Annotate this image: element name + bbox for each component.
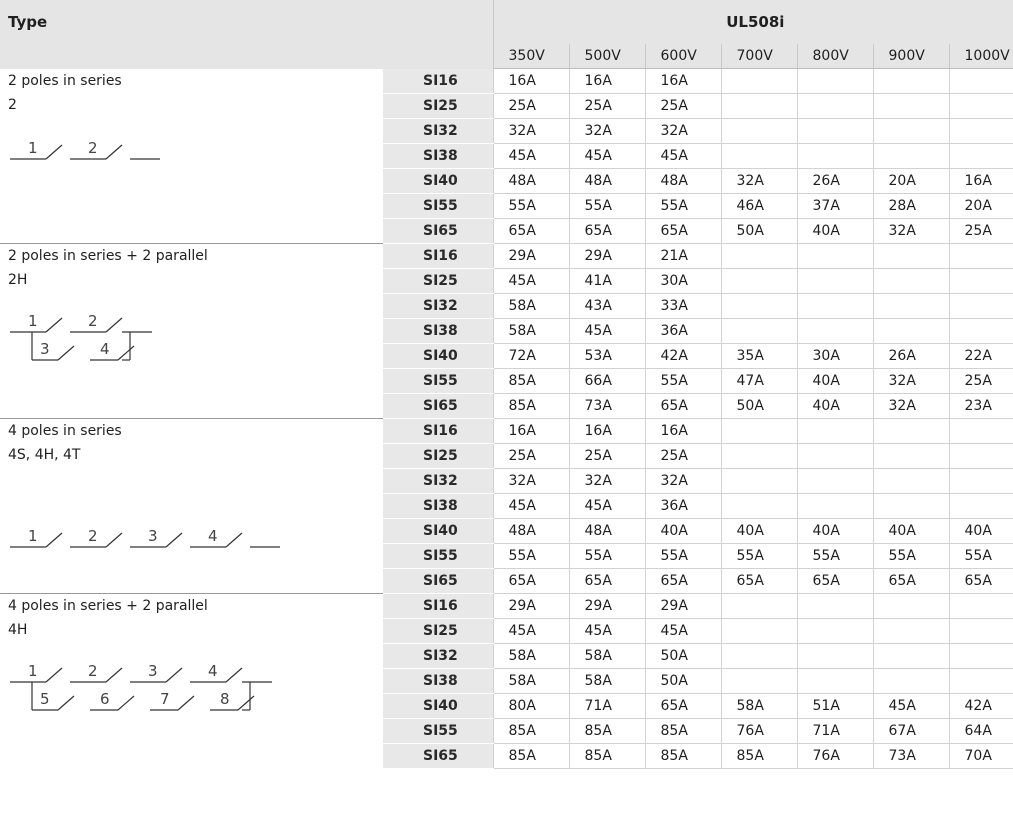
current-rating-cell [721,319,797,344]
current-rating-cell: 37A [797,194,873,219]
current-rating-cell [949,419,1013,444]
current-rating-cell: 25A [949,369,1013,394]
current-rating-cell [873,669,949,694]
current-rating-cell: 65A [645,394,721,419]
current-rating-cell: 40A [797,394,873,419]
current-rating-cell: 67A [873,719,949,744]
current-rating-cell [873,319,949,344]
model-label: SI40 [383,344,493,369]
current-rating-cell: 58A [721,694,797,719]
current-rating-cell [721,244,797,269]
model-label: SI65 [383,219,493,244]
current-rating-cell: 58A [493,319,569,344]
configuration-cell [0,244,383,419]
current-rating-cell [721,444,797,469]
model-label: SI32 [383,469,493,494]
configuration-code: 4S, 4H, 4T [8,447,81,463]
pole-number-label: 1 [28,138,38,157]
current-rating-cell: 45A [873,694,949,719]
current-rating-cell [797,94,873,119]
current-rating-cell [949,494,1013,519]
current-rating-cell: 65A [569,219,645,244]
current-rating-cell [873,444,949,469]
pole-number-label: 4 [208,662,218,680]
current-rating-cell: 29A [493,594,569,619]
current-rating-cell: 16A [569,69,645,94]
current-rating-cell: 55A [645,194,721,219]
model-label: SI32 [383,119,493,144]
model-label: SI40 [383,694,493,719]
current-rating-cell [797,644,873,669]
model-label: SI25 [383,619,493,644]
current-rating-cell: 76A [797,744,873,769]
current-rating-cell [949,119,1013,144]
configuration-cell [0,594,383,769]
current-rating-cell: 36A [645,319,721,344]
current-rating-cell: 72A [493,344,569,369]
model-label: SI16 [383,244,493,269]
model-label: SI16 [383,419,493,444]
current-rating-cell: 55A [493,544,569,569]
current-rating-cell: 25A [569,444,645,469]
current-rating-cell: 20A [873,169,949,194]
current-rating-cell: 55A [797,544,873,569]
current-rating-cell [949,594,1013,619]
current-rating-cell: 85A [493,744,569,769]
current-rating-cell: 55A [873,544,949,569]
current-rating-cell [721,144,797,169]
current-rating-cell: 48A [569,169,645,194]
current-rating-cell [721,644,797,669]
model-label: SI16 [383,594,493,619]
current-rating-cell: 16A [493,69,569,94]
current-rating-cell: 58A [569,644,645,669]
current-rating-cell: 58A [493,669,569,694]
current-rating-cell: 70A [949,744,1013,769]
current-rating-cell: 33A [645,294,721,319]
pole-number-label: 3 [148,662,158,680]
voltage-header: 500V [569,44,645,69]
current-rating-cell [721,669,797,694]
current-rating-cell [949,269,1013,294]
current-rating-cell [797,494,873,519]
current-rating-cell: 55A [569,194,645,219]
voltage-header: 700V [721,44,797,69]
model-label: SI40 [383,169,493,194]
current-rating-cell: 43A [569,294,645,319]
table-row [0,244,1013,269]
voltage-header: 600V [645,44,721,69]
pole-number-label: 4 [208,527,218,545]
current-rating-cell [873,644,949,669]
voltage-header: 1000V [949,44,1013,69]
current-rating-cell: 64A [949,719,1013,744]
current-rating-cell [797,144,873,169]
configuration-name: 4 poles in series + 2 parallel [8,598,208,614]
configuration-cell [0,419,383,594]
current-rating-cell [873,619,949,644]
current-rating-cell: 66A [569,369,645,394]
current-rating-cell: 45A [569,319,645,344]
current-rating-cell [721,469,797,494]
configuration-code: 4H [8,622,28,638]
current-rating-cell: 50A [645,669,721,694]
current-rating-cell: 55A [721,544,797,569]
voltage-header: 800V [797,44,873,69]
current-rating-cell [721,419,797,444]
current-rating-cell [873,294,949,319]
current-rating-cell [797,469,873,494]
model-label: SI65 [383,569,493,594]
current-rating-cell [721,94,797,119]
current-rating-cell: 48A [645,169,721,194]
model-label: SI55 [383,719,493,744]
current-rating-cell [721,269,797,294]
model-label: SI25 [383,444,493,469]
current-rating-cell: 85A [493,369,569,394]
current-rating-cell: 58A [569,669,645,694]
current-rating-cell [797,119,873,144]
current-rating-cell: 45A [569,619,645,644]
current-rating-cell: 55A [493,194,569,219]
current-rating-cell [949,244,1013,269]
pole-number-label: 2 [88,662,98,680]
model-label: SI65 [383,394,493,419]
current-rating-cell [873,144,949,169]
pole-number-label: 2 [88,312,98,330]
current-rating-cell [949,644,1013,669]
current-rating-cell: 85A [721,744,797,769]
table-row [0,594,1013,619]
model-label: SI55 [383,369,493,394]
current-rating-cell: 25A [645,444,721,469]
current-rating-cell: 85A [569,719,645,744]
voltage-header: 900V [873,44,949,69]
pole-number-label: 4 [100,340,110,358]
current-rating-cell: 55A [569,544,645,569]
current-rating-cell: 73A [873,744,949,769]
current-rating-cell: 29A [569,244,645,269]
table-row [0,419,1013,444]
current-rating-cell: 40A [797,519,873,544]
pole-number-label: 1 [28,312,38,330]
current-rating-cell: 48A [493,169,569,194]
model-label: SI38 [383,319,493,344]
current-rating-cell: 55A [645,369,721,394]
configuration-code: 2 [8,96,17,113]
pole-number-label: 1 [28,527,38,545]
model-label: SI16 [383,69,493,94]
current-rating-cell: 53A [569,344,645,369]
current-rating-cell: 65A [797,569,873,594]
pole-wiring-diagram [8,306,172,370]
current-rating-cell [873,594,949,619]
model-label: SI38 [383,669,493,694]
pole-number-label: 2 [88,527,98,545]
current-rating-cell: 48A [569,519,645,544]
current-rating-cell [949,669,1013,694]
current-rating-cell [873,244,949,269]
current-rating-cell: 36A [645,494,721,519]
model-label: SI55 [383,544,493,569]
current-rating-cell [721,494,797,519]
current-rating-cell: 45A [493,494,569,519]
current-rating-cell: 35A [721,344,797,369]
pole-number-label: 7 [160,690,170,708]
current-rating-cell [721,594,797,619]
current-rating-cell [797,419,873,444]
current-rating-cell: 80A [493,694,569,719]
model-label: SI38 [383,494,493,519]
current-rating-cell: 16A [493,419,569,444]
current-rating-cell: 76A [721,719,797,744]
current-rating-cell: 25A [569,94,645,119]
current-rating-cell: 21A [645,244,721,269]
current-rating-cell: 32A [645,119,721,144]
model-label: SI25 [383,94,493,119]
current-rating-cell [949,69,1013,94]
current-rating-cell: 50A [721,394,797,419]
pole-wiring-diagram [8,519,292,559]
current-rating-cell: 40A [721,519,797,544]
current-rating-cell: 26A [873,344,949,369]
model-label: SI25 [383,269,493,294]
current-rating-cell: 32A [569,469,645,494]
current-rating-cell: 65A [493,219,569,244]
current-rating-cell: 48A [493,519,569,544]
pole-number-label: 8 [220,690,230,708]
model-label: SI65 [383,744,493,769]
current-rating-cell: 47A [721,369,797,394]
configuration-name: 2 poles in series [8,72,122,89]
current-rating-cell: 26A [797,169,873,194]
model-label: SI55 [383,194,493,219]
pole-number-label: 3 [40,340,50,358]
current-rating-cell [721,294,797,319]
current-rating-cell: 73A [569,394,645,419]
current-rating-cell: 45A [493,269,569,294]
current-rating-cell: 32A [569,119,645,144]
current-rating-cell: 45A [493,619,569,644]
current-rating-cell: 16A [949,169,1013,194]
current-rating-cell: 28A [873,194,949,219]
current-rating-cell: 20A [949,194,1013,219]
type-column-header: Type [0,0,493,69]
current-rating-cell: 32A [645,469,721,494]
current-rating-cell: 40A [873,519,949,544]
pole-number-label: 1 [28,662,38,680]
current-rating-cell: 32A [873,219,949,244]
configuration-code: 2H [8,272,28,288]
current-rating-cell: 58A [493,294,569,319]
pole-wiring-diagram [8,656,292,720]
table-row [0,69,1013,94]
current-rating-cell: 16A [645,419,721,444]
current-rating-cell [721,619,797,644]
current-rating-cell: 65A [645,694,721,719]
current-rating-cell: 40A [645,519,721,544]
current-rating-cell: 32A [493,119,569,144]
current-rating-cell: 29A [493,244,569,269]
current-rating-cell: 40A [797,219,873,244]
model-label: SI38 [383,144,493,169]
model-label: SI40 [383,519,493,544]
current-rating-cell [721,119,797,144]
current-rating-cell: 71A [797,719,873,744]
current-rating-cell: 45A [569,144,645,169]
current-rating-cell: 85A [493,394,569,419]
current-rating-cell: 85A [569,744,645,769]
current-rating-cell: 65A [645,219,721,244]
current-rating-cell [797,594,873,619]
current-rating-cell [949,294,1013,319]
current-rating-cell: 30A [645,269,721,294]
current-rating-cell: 65A [569,569,645,594]
current-rating-cell: 25A [493,444,569,469]
current-rating-cell: 50A [645,644,721,669]
current-rating-cell [949,444,1013,469]
current-rating-cell: 85A [645,744,721,769]
current-rating-cell: 16A [569,419,645,444]
current-rating-cell: 65A [873,569,949,594]
current-rating-cell: 65A [721,569,797,594]
current-rating-cell: 65A [645,569,721,594]
current-rating-cell: 32A [873,369,949,394]
current-rating-cell: 32A [721,169,797,194]
current-rating-cell: 45A [569,494,645,519]
current-rating-cell: 45A [493,144,569,169]
current-rating-cell [797,444,873,469]
current-rating-cell: 42A [949,694,1013,719]
model-label: SI32 [383,644,493,669]
current-rating-cell: 30A [797,344,873,369]
current-rating-cell [797,69,873,94]
current-rating-cell: 32A [493,469,569,494]
current-rating-cell: 50A [721,219,797,244]
current-rating-cell: 45A [645,144,721,169]
model-label: SI32 [383,294,493,319]
current-rating-cell [873,469,949,494]
configuration-name: 4 poles in series [8,423,122,439]
current-rating-cell [797,669,873,694]
pole-number-label: 6 [100,690,110,708]
current-rating-cell [873,494,949,519]
current-rating-cell: 65A [493,569,569,594]
current-rating-cell [721,69,797,94]
current-rating-cell [873,119,949,144]
current-rating-cell: 41A [569,269,645,294]
current-rating-cell [873,269,949,294]
current-rating-cell: 25A [645,94,721,119]
pole-number-label: 2 [88,138,98,157]
voltage-header: 350V [493,44,569,69]
current-rating-cell [949,619,1013,644]
current-rating-cell [873,419,949,444]
standard-header: UL508i [493,0,1013,44]
current-rating-cell [949,94,1013,119]
current-rating-cell: 16A [645,69,721,94]
configuration-cell [0,69,383,244]
current-rating-cell: 23A [949,394,1013,419]
current-rating-cell: 55A [949,544,1013,569]
current-rating-cell: 22A [949,344,1013,369]
current-rating-cell [949,144,1013,169]
current-rating-cell [873,94,949,119]
current-rating-cell [797,619,873,644]
current-rating-cell: 40A [797,369,873,394]
current-rating-cell: 42A [645,344,721,369]
current-rating-cell: 65A [949,569,1013,594]
pole-wiring-diagram [8,131,172,171]
current-rating-cell: 46A [721,194,797,219]
current-rating-cell [949,469,1013,494]
current-rating-cell: 58A [493,644,569,669]
current-rating-cell: 32A [873,394,949,419]
current-rating-cell: 25A [493,94,569,119]
current-rating-cell [797,319,873,344]
current-rating-cell: 85A [645,719,721,744]
current-rating-cell [797,269,873,294]
current-rating-cell: 51A [797,694,873,719]
current-rating-cell: 29A [569,594,645,619]
current-rating-cell [949,319,1013,344]
current-rating-cell: 45A [645,619,721,644]
current-rating-cell: 29A [645,594,721,619]
current-rating-cell [873,69,949,94]
current-rating-cell: 55A [645,544,721,569]
current-rating-cell: 85A [493,719,569,744]
current-rating-cell: 25A [949,219,1013,244]
current-rating-cell [797,294,873,319]
pole-number-label: 3 [148,527,158,545]
pole-number-label: 5 [40,690,50,708]
configuration-name: 2 poles in series + 2 parallel [8,248,208,264]
current-rating-cell: 40A [949,519,1013,544]
current-rating-cell [797,244,873,269]
current-rating-cell: 71A [569,694,645,719]
